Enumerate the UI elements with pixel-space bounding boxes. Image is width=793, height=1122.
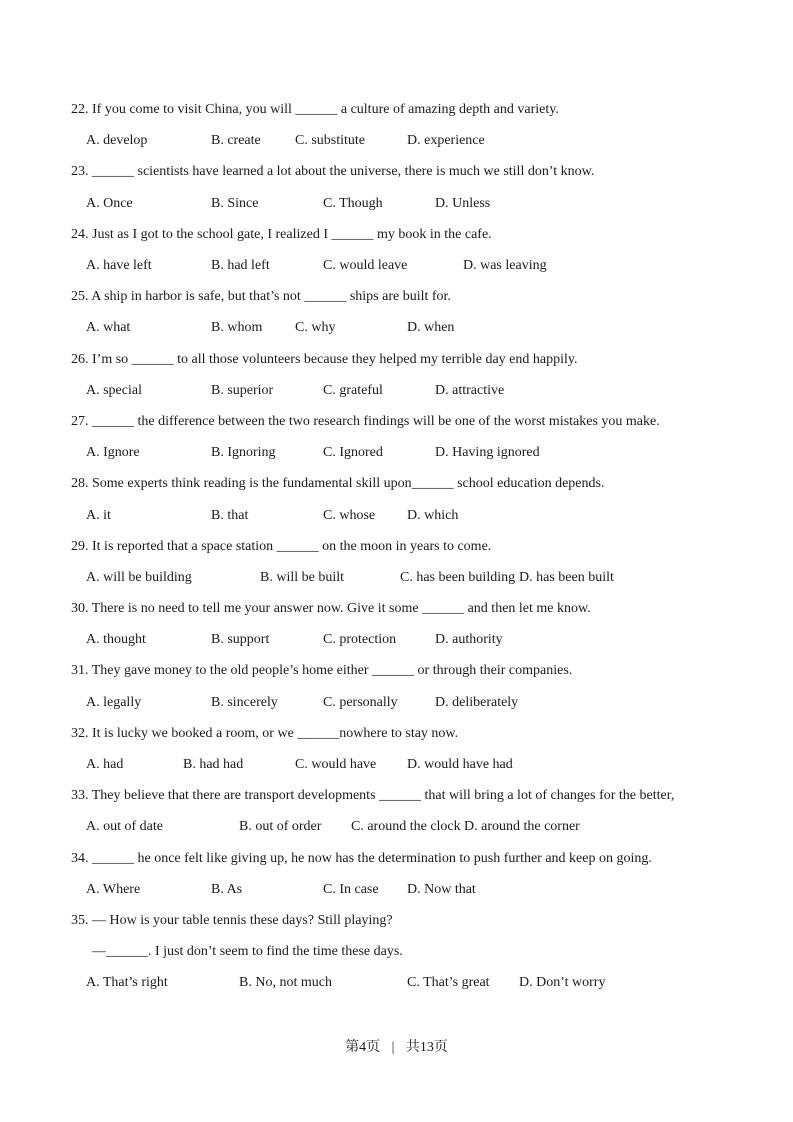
q34-option-c: C. In case — [323, 882, 379, 897]
q33-option-a: A. out of date — [86, 819, 163, 834]
q35-option-c: C. That’s great — [407, 975, 490, 990]
q25-option-c: C. why — [295, 320, 336, 335]
q27-option-a: A. Ignore — [86, 445, 140, 460]
question-25: 25. A ship in harbor is safe, but that’s not ______ ships are built for. — [71, 289, 451, 304]
q22-option-d: D. experience — [407, 133, 485, 148]
q22-option-a: A. develop — [86, 133, 148, 148]
q29-option-c: C. has been building — [400, 570, 516, 585]
question-35-reply: —______. I just don’t seem to find the time these days. — [92, 944, 403, 959]
question-23: 23. ______ scientists have learned a lot about the universe, there is much we still don’t know. — [71, 164, 595, 179]
q34-option-b: B. As — [211, 882, 243, 897]
q29-option-b: B. will be built — [260, 570, 344, 585]
q31-option-d: D. deliberately — [435, 695, 519, 710]
q35-option-a: A. That’s right — [86, 975, 168, 990]
question-31: 31. They gave money to the old people’s home either ______ or through their companies. — [71, 663, 573, 678]
question-26: 26. I’m so ______ to all those volunteers because they helped my terrible day end happily. — [71, 352, 578, 367]
q23-option-d: D. Unless — [435, 196, 491, 211]
q28-option-d: D. which — [407, 508, 459, 523]
question-29: 29. It is reported that a space station ______ on the moon in years to come. — [71, 539, 492, 554]
q23-option-c: C. Though — [323, 196, 383, 211]
q27-option-b: B. Ignoring — [211, 445, 276, 460]
q30-option-a: A. thought — [86, 632, 146, 647]
q33-option-b: B. out of order — [239, 819, 322, 834]
q35-option-d: D. Don’t worry — [519, 975, 606, 990]
q28-option-c: C. whose — [323, 508, 376, 523]
q24-option-b: B. had left — [211, 258, 270, 273]
q29-option-d: D. has been built — [519, 570, 614, 585]
q24-option-d: D. was leaving — [463, 258, 547, 273]
q26-option-b: B. superior — [211, 383, 274, 398]
q23-option-a: A. Once — [86, 196, 133, 211]
q27-option-c: C. Ignored — [323, 445, 383, 460]
current-page: 第4页 — [345, 1040, 381, 1055]
q26-option-d: D. attractive — [435, 383, 505, 398]
q26-option-c: C. grateful — [323, 383, 383, 398]
page-footer — [0, 1038, 793, 1058]
q31-option-c: C. personally — [323, 695, 398, 710]
q30-option-d: D. authority — [435, 632, 503, 647]
question-32: 32. It is lucky we booked a room, or we ______nowhere to stay now. — [71, 726, 459, 741]
q22-option-b: B. create — [211, 133, 261, 148]
q28-option-b: B. that — [211, 508, 249, 523]
q26-option-a: A. special — [86, 383, 142, 398]
q32-option-b: B. had had — [183, 757, 244, 772]
question-30: 30. There is no need to tell me your answer now. Give it some ______ and then let me know. — [71, 601, 591, 616]
question-28: 28. Some experts think reading is the fundamental skill upon______ school education depends. — [71, 476, 605, 491]
q32-option-d: D. would have had — [407, 757, 513, 772]
q31-option-b: B. sincerely — [211, 695, 278, 710]
q31-option-a: A. legally — [86, 695, 142, 710]
q34-option-a: A. Where — [86, 882, 141, 897]
total-pages: 共13页 — [405, 1040, 448, 1055]
q33-option-d: D. around the corner — [464, 819, 580, 834]
q29-option-a: A. will be building — [86, 570, 192, 585]
footer-separator: | — [391, 1040, 395, 1055]
q25-option-b: B. whom — [211, 320, 263, 335]
question-22: 22. If you come to visit China, you will ______ a culture of amazing depth and variety. — [71, 102, 559, 117]
q23-option-b: B. Since — [211, 196, 259, 211]
q34-option-d: D. Now that — [407, 882, 476, 897]
q25-option-d: D. when — [407, 320, 455, 335]
q24-option-a: A. have left — [86, 258, 152, 273]
q22-option-c: C. substitute — [295, 133, 366, 148]
q24-option-c: C. would leave — [323, 258, 408, 273]
q28-option-a: A. it — [86, 508, 111, 523]
q25-option-a: A. what — [86, 320, 131, 335]
question-24: 24. Just as I got to the school gate, I realized I ______ my book in the cafe. — [71, 227, 492, 242]
q33-option-c: C. around the clock — [351, 819, 461, 834]
q32-option-a: A. had — [86, 757, 124, 772]
question-33: 33. They believe that there are transport developments ______ that will bring a lot of changes for the better, — [71, 788, 675, 803]
question-27: 27. ______ the difference between the two research findings will be one of the worst mistakes you make. — [71, 414, 660, 429]
q35-option-b: B. No, not much — [239, 975, 332, 990]
q30-option-c: C. protection — [323, 632, 397, 647]
question-34: 34. ______ he once felt like giving up, he now has the determination to push further and keep on going. — [71, 851, 652, 866]
q30-option-b: B. support — [211, 632, 270, 647]
q27-option-d: D. Having ignored — [435, 445, 540, 460]
question-35: 35. — How is your table tennis these days? Still playing? — [71, 913, 393, 928]
q32-option-c: C. would have — [295, 757, 377, 772]
